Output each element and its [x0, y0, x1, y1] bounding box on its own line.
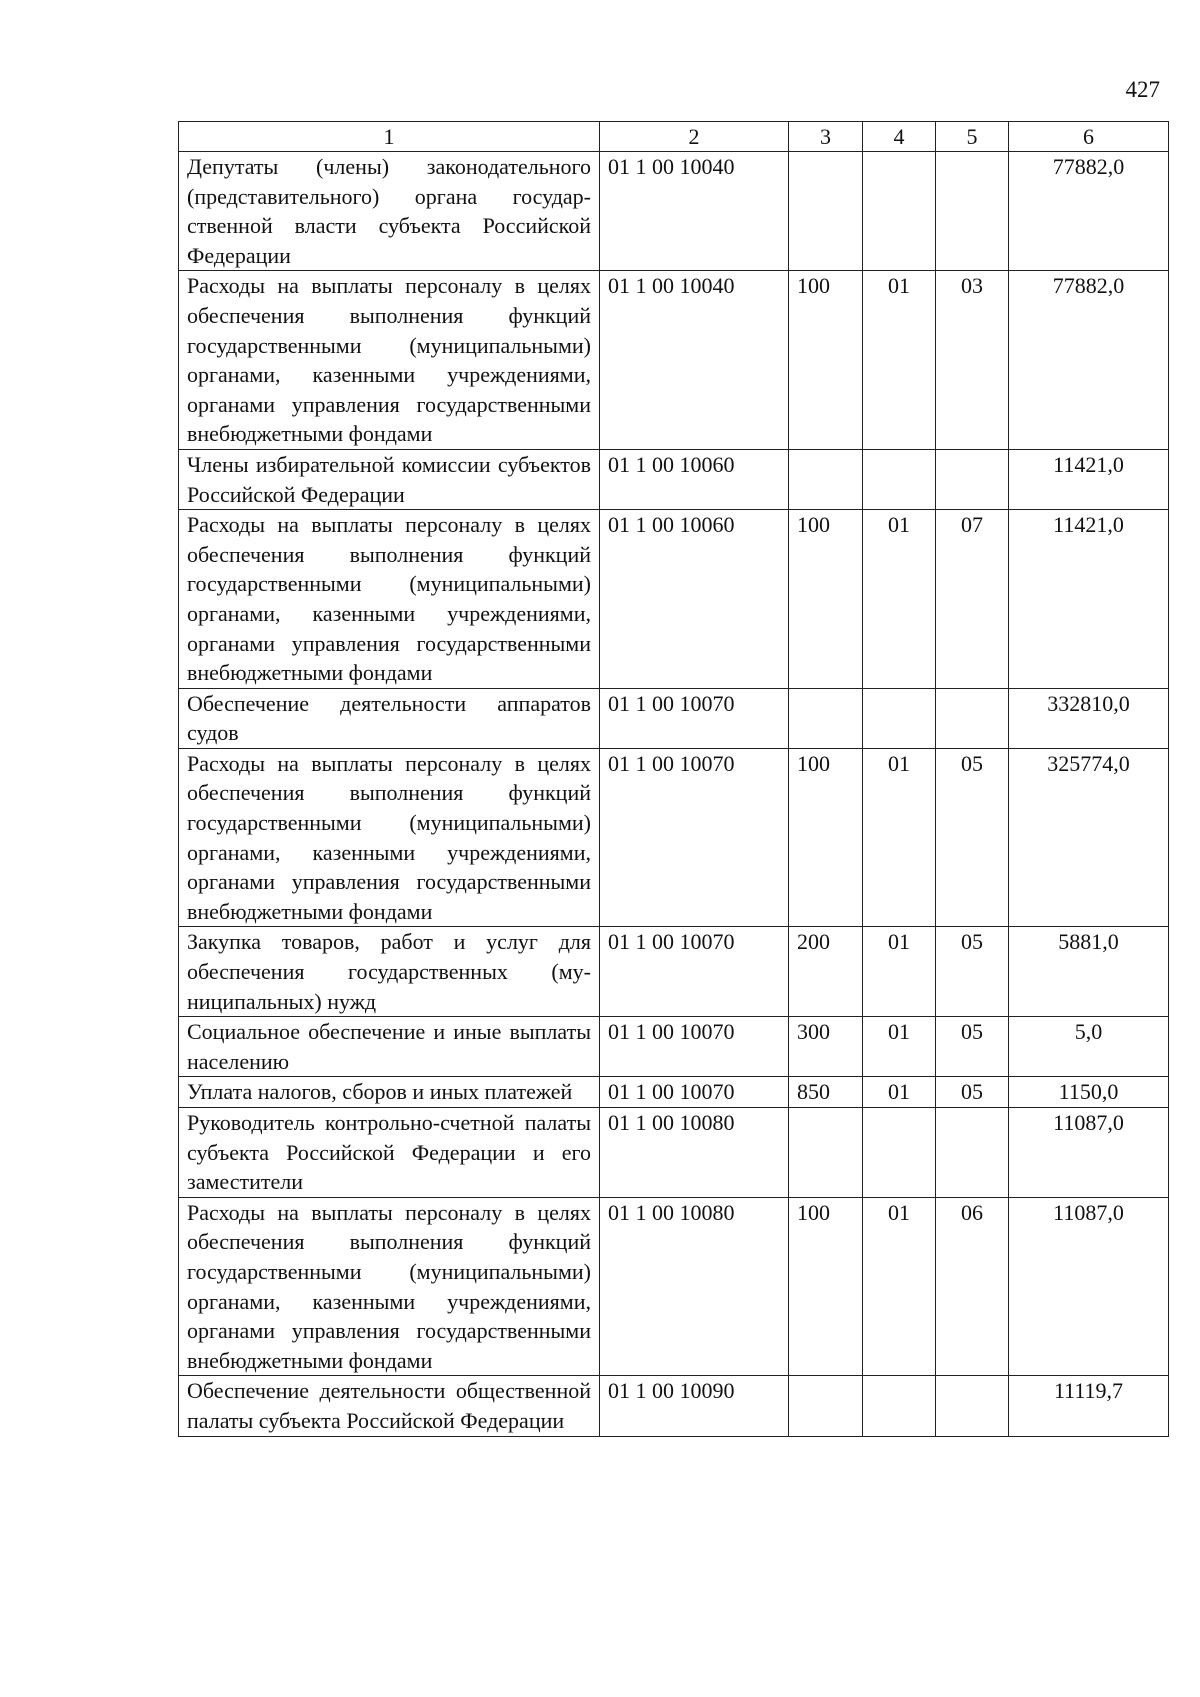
table-row [179, 688, 1169, 748]
column-header: 3 [789, 122, 863, 152]
table-row [179, 1197, 1169, 1376]
row-expense-type [789, 449, 863, 509]
row-description: Закупка товаров, работ и услуг для обеспечения государственных (муниципальных) нужд [179, 927, 600, 1017]
table-row [179, 748, 1169, 927]
column-header: 4 [863, 122, 936, 152]
table-body [179, 152, 1169, 1437]
row-amount: 325774,0 [1009, 748, 1169, 927]
table-row [179, 1108, 1169, 1198]
row-subsection: 05 [936, 1017, 1009, 1077]
row-description: Члены избирательной комиссии субъектов Российской Федерации [179, 449, 600, 509]
row-section: 01 [863, 927, 936, 1017]
row-description: Обеспечение деятельности общественной палаты субъекта Российской Федерации [179, 1376, 600, 1436]
table-row [179, 1077, 1169, 1108]
row-expense-type: 100 [789, 748, 863, 927]
row-subsection [936, 449, 1009, 509]
row-code: 01 1 00 10070 [600, 1017, 789, 1077]
row-subsection [936, 1376, 1009, 1436]
row-expense-type: 100 [789, 271, 863, 450]
row-section [863, 688, 936, 748]
budget-table [178, 121, 1169, 1437]
row-code: 01 1 00 10070 [600, 748, 789, 927]
row-amount: 11119,7 [1009, 1376, 1169, 1436]
row-description: Расходы на выплаты персоналу в целях обеспечения выполнения функций государственными (муниципальными) органами, казенными учреждениями, органами управления государственными внебюджетными фондами [179, 510, 600, 689]
row-description: Депутаты (члены) законодательного (представительного) органа государственной власти субъекта Российской Федерации [179, 152, 600, 271]
row-expense-type [789, 1376, 863, 1436]
row-section: 01 [863, 510, 936, 689]
column-header: 5 [936, 122, 1009, 152]
row-amount: 11421,0 [1009, 510, 1169, 689]
row-expense-type [789, 688, 863, 748]
row-section: 01 [863, 1077, 936, 1108]
row-code: 01 1 00 10080 [600, 1108, 789, 1198]
row-expense-type: 100 [789, 1197, 863, 1376]
row-section: 01 [863, 748, 936, 927]
row-code: 01 1 00 10070 [600, 1077, 789, 1108]
row-subsection: 05 [936, 927, 1009, 1017]
row-amount: 1150,0 [1009, 1077, 1169, 1108]
table-row [179, 510, 1169, 689]
table-row [179, 927, 1169, 1017]
row-expense-type [789, 152, 863, 271]
row-expense-type [789, 1108, 863, 1198]
row-description: Социальное обеспечение и иные выплаты населению [179, 1017, 600, 1077]
row-subsection [936, 688, 1009, 748]
row-subsection [936, 1108, 1009, 1198]
table-row [179, 449, 1169, 509]
row-code: 01 1 00 10040 [600, 271, 789, 450]
row-subsection: 03 [936, 271, 1009, 450]
row-code: 01 1 00 10070 [600, 688, 789, 748]
row-code: 01 1 00 10040 [600, 152, 789, 271]
table-row [179, 1376, 1169, 1436]
table-row [179, 1017, 1169, 1077]
row-code: 01 1 00 10080 [600, 1197, 789, 1376]
row-section [863, 1376, 936, 1436]
row-amount: 332810,0 [1009, 688, 1169, 748]
column-header: 1 [179, 122, 600, 152]
row-amount: 77882,0 [1009, 271, 1169, 450]
row-amount: 11087,0 [1009, 1108, 1169, 1198]
row-amount: 77882,0 [1009, 152, 1169, 271]
row-description: Расходы на выплаты персоналу в целях обеспечения выполнения функций государственными (муниципальными) органами, казенными учреждениями, органами управления государственными внебюджетными фондами [179, 748, 600, 927]
row-code: 01 1 00 10060 [600, 510, 789, 689]
row-section: 01 [863, 1017, 936, 1077]
row-code: 01 1 00 10070 [600, 927, 789, 1017]
row-amount: 5,0 [1009, 1017, 1169, 1077]
table-row [179, 271, 1169, 450]
row-expense-type: 200 [789, 927, 863, 1017]
row-subsection: 06 [936, 1197, 1009, 1376]
row-expense-type: 100 [789, 510, 863, 689]
row-section [863, 449, 936, 509]
row-expense-type: 300 [789, 1017, 863, 1077]
row-code: 01 1 00 10090 [600, 1376, 789, 1436]
row-description: Расходы на выплаты персоналу в целях обеспечения выполнения функций государственными (муниципальными) органами, казенными учреждениями, органами управления государственными внебюджетными фондами [179, 271, 600, 450]
row-description: Обеспечение деятельности аппаратов судов [179, 688, 600, 748]
row-subsection: 05 [936, 748, 1009, 927]
row-amount: 11087,0 [1009, 1197, 1169, 1376]
row-expense-type: 850 [789, 1077, 863, 1108]
row-description: Руководитель контрольно-счетной палаты субъекта Российской Федерации и его заместители [179, 1108, 600, 1198]
column-header: 2 [600, 122, 789, 152]
row-section: 01 [863, 1197, 936, 1376]
row-subsection: 07 [936, 510, 1009, 689]
row-description: Уплата налогов, сборов и иных платежей [179, 1077, 600, 1108]
table-row [179, 152, 1169, 271]
row-amount: 5881,0 [1009, 927, 1169, 1017]
row-subsection [936, 152, 1009, 271]
row-subsection: 05 [936, 1077, 1009, 1108]
row-description: Расходы на выплаты персоналу в целях обеспечения выполнения функций государственными (муниципальными) органами, казенными учреждениями, органами управления государственными внебюджетными фондами [179, 1197, 600, 1376]
row-amount: 11421,0 [1009, 449, 1169, 509]
row-section [863, 152, 936, 271]
column-header: 6 [1009, 122, 1169, 152]
row-code: 01 1 00 10060 [600, 449, 789, 509]
page-number: 427 [1125, 77, 1160, 102]
row-section [863, 1108, 936, 1198]
row-section: 01 [863, 271, 936, 450]
table-header-row [179, 122, 1169, 152]
